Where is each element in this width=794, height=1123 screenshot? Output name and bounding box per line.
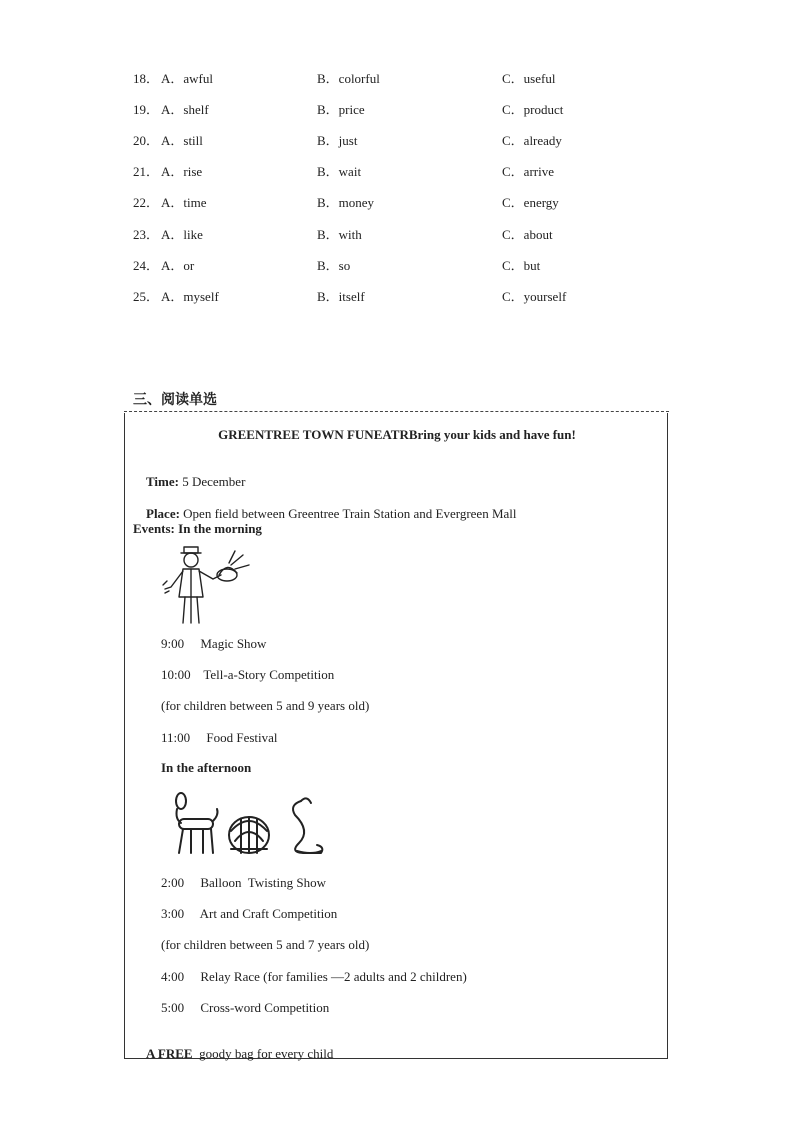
question-number: 18．: [133, 71, 160, 86]
option-row: [133, 255, 653, 275]
option-row: [133, 224, 653, 244]
option-a[interactable]: A．myself: [161, 289, 219, 304]
question-number: 24．: [133, 258, 160, 273]
question-number: 20．: [133, 133, 160, 148]
option-c[interactable]: C．already: [502, 133, 562, 148]
morning-item: 11:00 Food Festival: [161, 730, 278, 745]
option-c[interactable]: C．yourself: [502, 289, 567, 304]
option-a[interactable]: A．rise: [161, 164, 203, 179]
option-c[interactable]: C．arrive: [502, 164, 554, 179]
option-row: [133, 161, 653, 181]
option-a[interactable]: A．shelf: [161, 102, 209, 117]
notice-title: GREENTREE TOWN FUNEATRBring your kids and have fun!: [218, 427, 576, 442]
notice-box: [124, 413, 668, 1059]
question-number: 21．: [133, 164, 160, 179]
option-row: [133, 68, 653, 88]
option-a[interactable]: A．still: [161, 133, 203, 148]
option-row: [133, 130, 653, 150]
option-b[interactable]: B．colorful: [317, 71, 380, 86]
afternoon-item: (for children between 5 and 7 years old): [161, 937, 370, 952]
magician-icon: [161, 545, 253, 627]
option-row: [133, 99, 653, 119]
events-label: Events: In the morning: [133, 521, 262, 536]
option-c[interactable]: C．product: [502, 102, 564, 117]
time-label: Time:: [146, 474, 179, 489]
afternoon-item: 3:00 Art and Craft Competition: [161, 906, 338, 921]
option-b[interactable]: B．with: [317, 227, 362, 242]
question-number: 22．: [133, 195, 160, 210]
afternoon-label: In the afternoon: [161, 760, 252, 775]
morning-item: 10:00 Tell-a-Story Competition: [161, 667, 335, 682]
afternoon-item: 4:00 Relay Race (for families —2 adults and 2 children): [161, 969, 467, 984]
option-c[interactable]: C．about: [502, 227, 553, 242]
question-number: 19．: [133, 102, 160, 117]
option-c[interactable]: C．useful: [502, 71, 556, 86]
free-label: A FREE: [146, 1046, 193, 1061]
afternoon-item: 5:00 Cross-word Competition: [161, 1000, 330, 1015]
option-c[interactable]: C．energy: [502, 195, 559, 210]
afternoon-item: 2:00 Balloon Twisting Show: [161, 875, 326, 890]
option-b[interactable]: B．itself: [317, 289, 365, 304]
question-number: 23．: [133, 227, 160, 242]
place-label: Place:: [146, 506, 180, 521]
option-row: [133, 192, 653, 212]
option-c[interactable]: C．but: [502, 258, 541, 273]
option-b[interactable]: B．price: [317, 102, 365, 117]
morning-item: 9:00 Magic Show: [161, 636, 267, 651]
free-line: [133, 1030, 333, 1078]
time-value: 5 December: [178, 474, 246, 489]
option-a[interactable]: A．like: [161, 227, 203, 242]
balloon-animals-icon: [161, 791, 331, 861]
place-value: Open field between Greentree Train Station and Evergreen Mall: [179, 506, 517, 521]
option-b[interactable]: B．so: [317, 258, 351, 273]
option-row: [133, 286, 653, 306]
option-b[interactable]: B．just: [317, 133, 358, 148]
question-number: 25．: [133, 289, 160, 304]
option-a[interactable]: A．awful: [161, 71, 213, 86]
section-title: 三、阅读单选: [133, 392, 217, 408]
morning-item: (for children between 5 and 9 years old): [161, 698, 370, 713]
option-b[interactable]: B．wait: [317, 164, 362, 179]
free-value: goody bag for every child: [192, 1046, 334, 1061]
option-b[interactable]: B．money: [317, 195, 375, 210]
option-a[interactable]: A．time: [161, 195, 207, 210]
section-divider: [124, 411, 669, 412]
option-a[interactable]: A．or: [161, 258, 195, 273]
